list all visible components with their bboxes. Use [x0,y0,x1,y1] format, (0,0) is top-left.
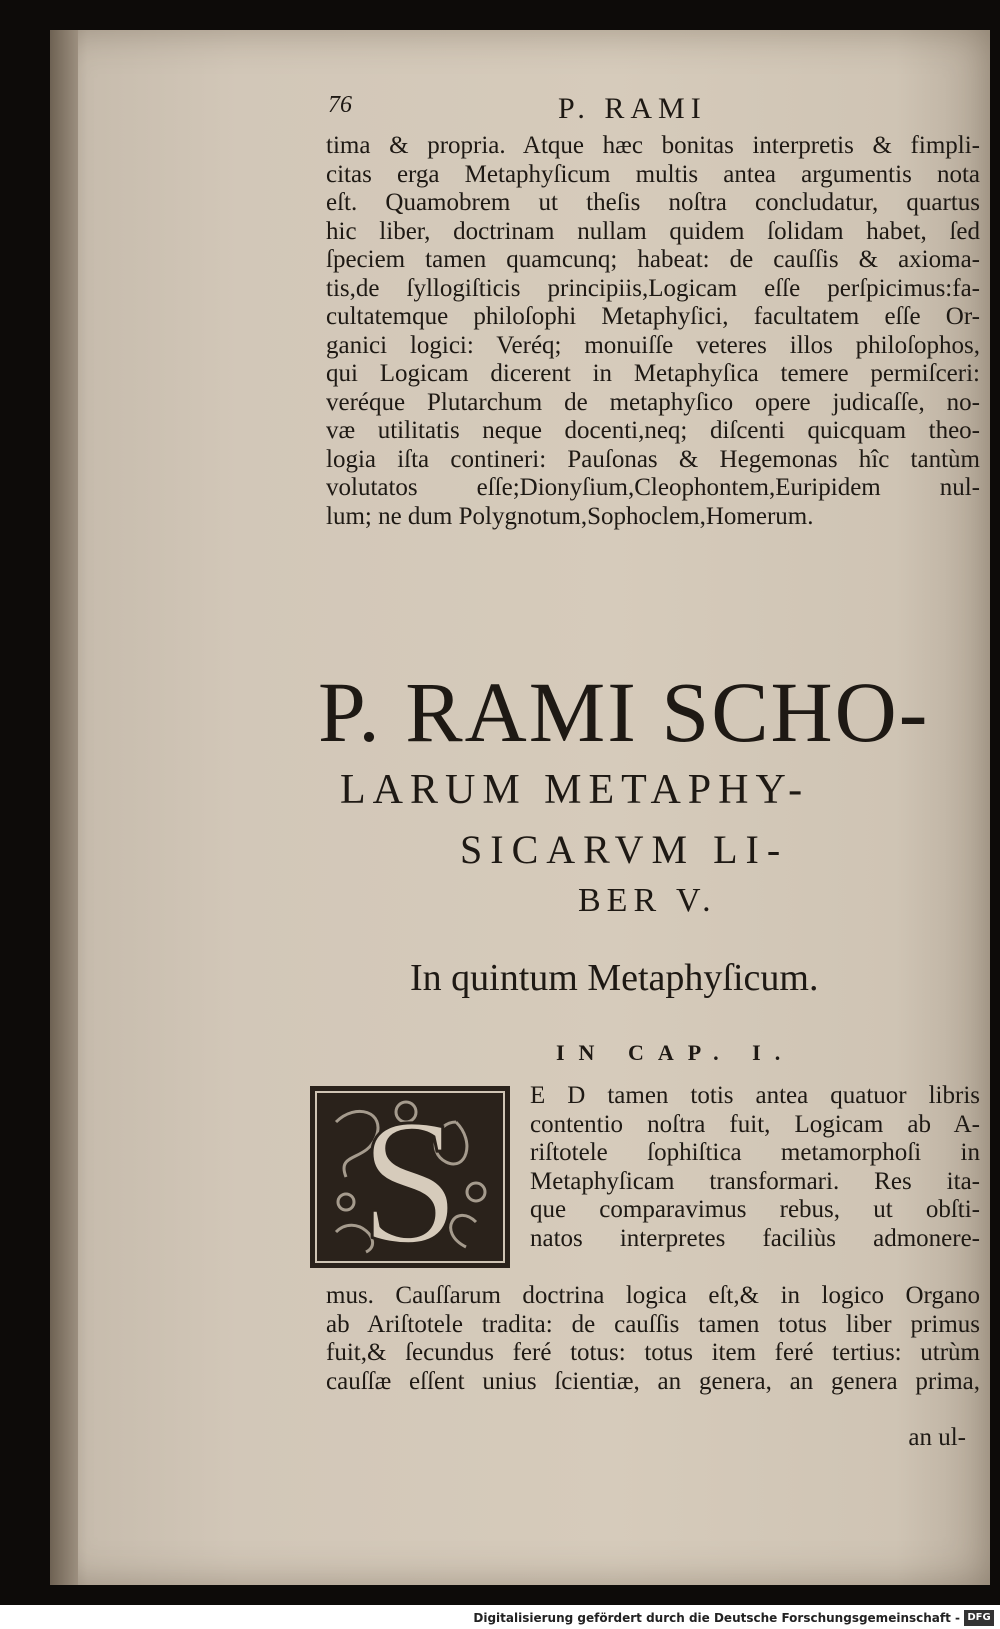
book-title-line-2: LARUM METAPHY- [340,767,810,813]
page-header [328,92,968,132]
text-line: veréque Plutarchum de metaphyſico opere judicaſſe, no- [326,388,980,416]
text-line: tis,de ſyllogiſticis principiis,Logicam eſſe perſpicimus:fa- [326,274,980,302]
text-line: fuit,& ſecundus feré totus: totus item feré tertius: utrùm [326,1339,980,1366]
text-line: eſt. Quamobrem ut theſis noſtra concludatur, quartus [326,189,980,216]
svg-text:S: S [359,1082,461,1272]
running-head: P. RAMI [558,92,707,125]
page-number: 76 [328,92,352,118]
text-line: contentio noſtra fuit, Logicam ab A- [530,1110,980,1138]
text-line: cauſſæ eſſent unius ſcientiæ, an genera, an genera prima, [326,1367,980,1395]
text-line: riſtotele ſophiſtica metamorphoſi in [530,1139,980,1166]
chapter-paragraph-beside-initial [530,1082,980,1253]
decorated-initial-icon [306,1082,514,1272]
text-line: volutatos eſſe;Dionyſium,Cleophontem,Euripidem nul- [326,474,980,501]
page-gutter-edge [50,30,78,1585]
funding-credit: Digitalisierung gefördert durch die Deutsche Forschungsgemeinschaft - [473,1611,960,1625]
text-line: E D tamen totis antea quatuor libris [530,1082,980,1109]
book-title-line-4: BER V. [578,882,717,919]
text-line: que comparavimus rebus, ut obſti- [530,1196,980,1223]
text-line: qui Logicam dicerent in Metaphyſica temere permiſceri: [326,360,980,387]
text-line: hic liber, doctrinam nullam quidem ſolidam habet, ſed [326,217,980,245]
text-line: ſpeciem tamen quamcunq; habeat: de cauſſis & axioma- [326,246,980,273]
text-line: tima & propria. Atque hæc bonitas interpretis & fimpli- [326,132,980,159]
text-line: lum; ne dum Polygnotum,Sophoclem,Homerum. [326,502,814,530]
text-line: cultatemque philoſophi Metaphyſici, facultatem eſſe Or- [326,303,980,330]
text-line: citas erga Metaphyſicum multis antea argumentis nota [326,160,980,188]
continuation-paragraph [326,132,980,531]
text-line: ab Ariſtotele tradita: de cauſſis tamen totus liber primus [326,1310,980,1338]
book-title-line-1: P. RAMI SCHO- [318,664,930,760]
footer-bar [0,1605,1000,1629]
chapter-paragraph-full-width [326,1282,980,1396]
text-line: mus. Cauſſarum doctrina logica eſt,& in logico Organo [326,1282,980,1309]
text-line: logia iſta contineri: Pauſonas & Hegemonas hîc tantùm [326,445,980,473]
section-title: In quintum Metaphyſicum. [410,957,819,999]
text-line: ganici logici: Veréq; monuiſſe veteres illos philoſophos, [326,331,980,359]
chapter-heading: IN CAP. I. [556,1040,795,1065]
catchword: an ul- [908,1424,966,1451]
book-title-line-3: SICARVM LI- [460,827,789,872]
dfg-logo-icon: DFG [964,1610,994,1626]
text-line: natos interpretes faciliùs admonere- [530,1224,980,1252]
text-line: Metaphyſicam transformari. Res ita- [530,1167,980,1195]
text-line: væ utilitatis neque docenti,neq; diſcenti quicquam theo- [326,417,980,444]
